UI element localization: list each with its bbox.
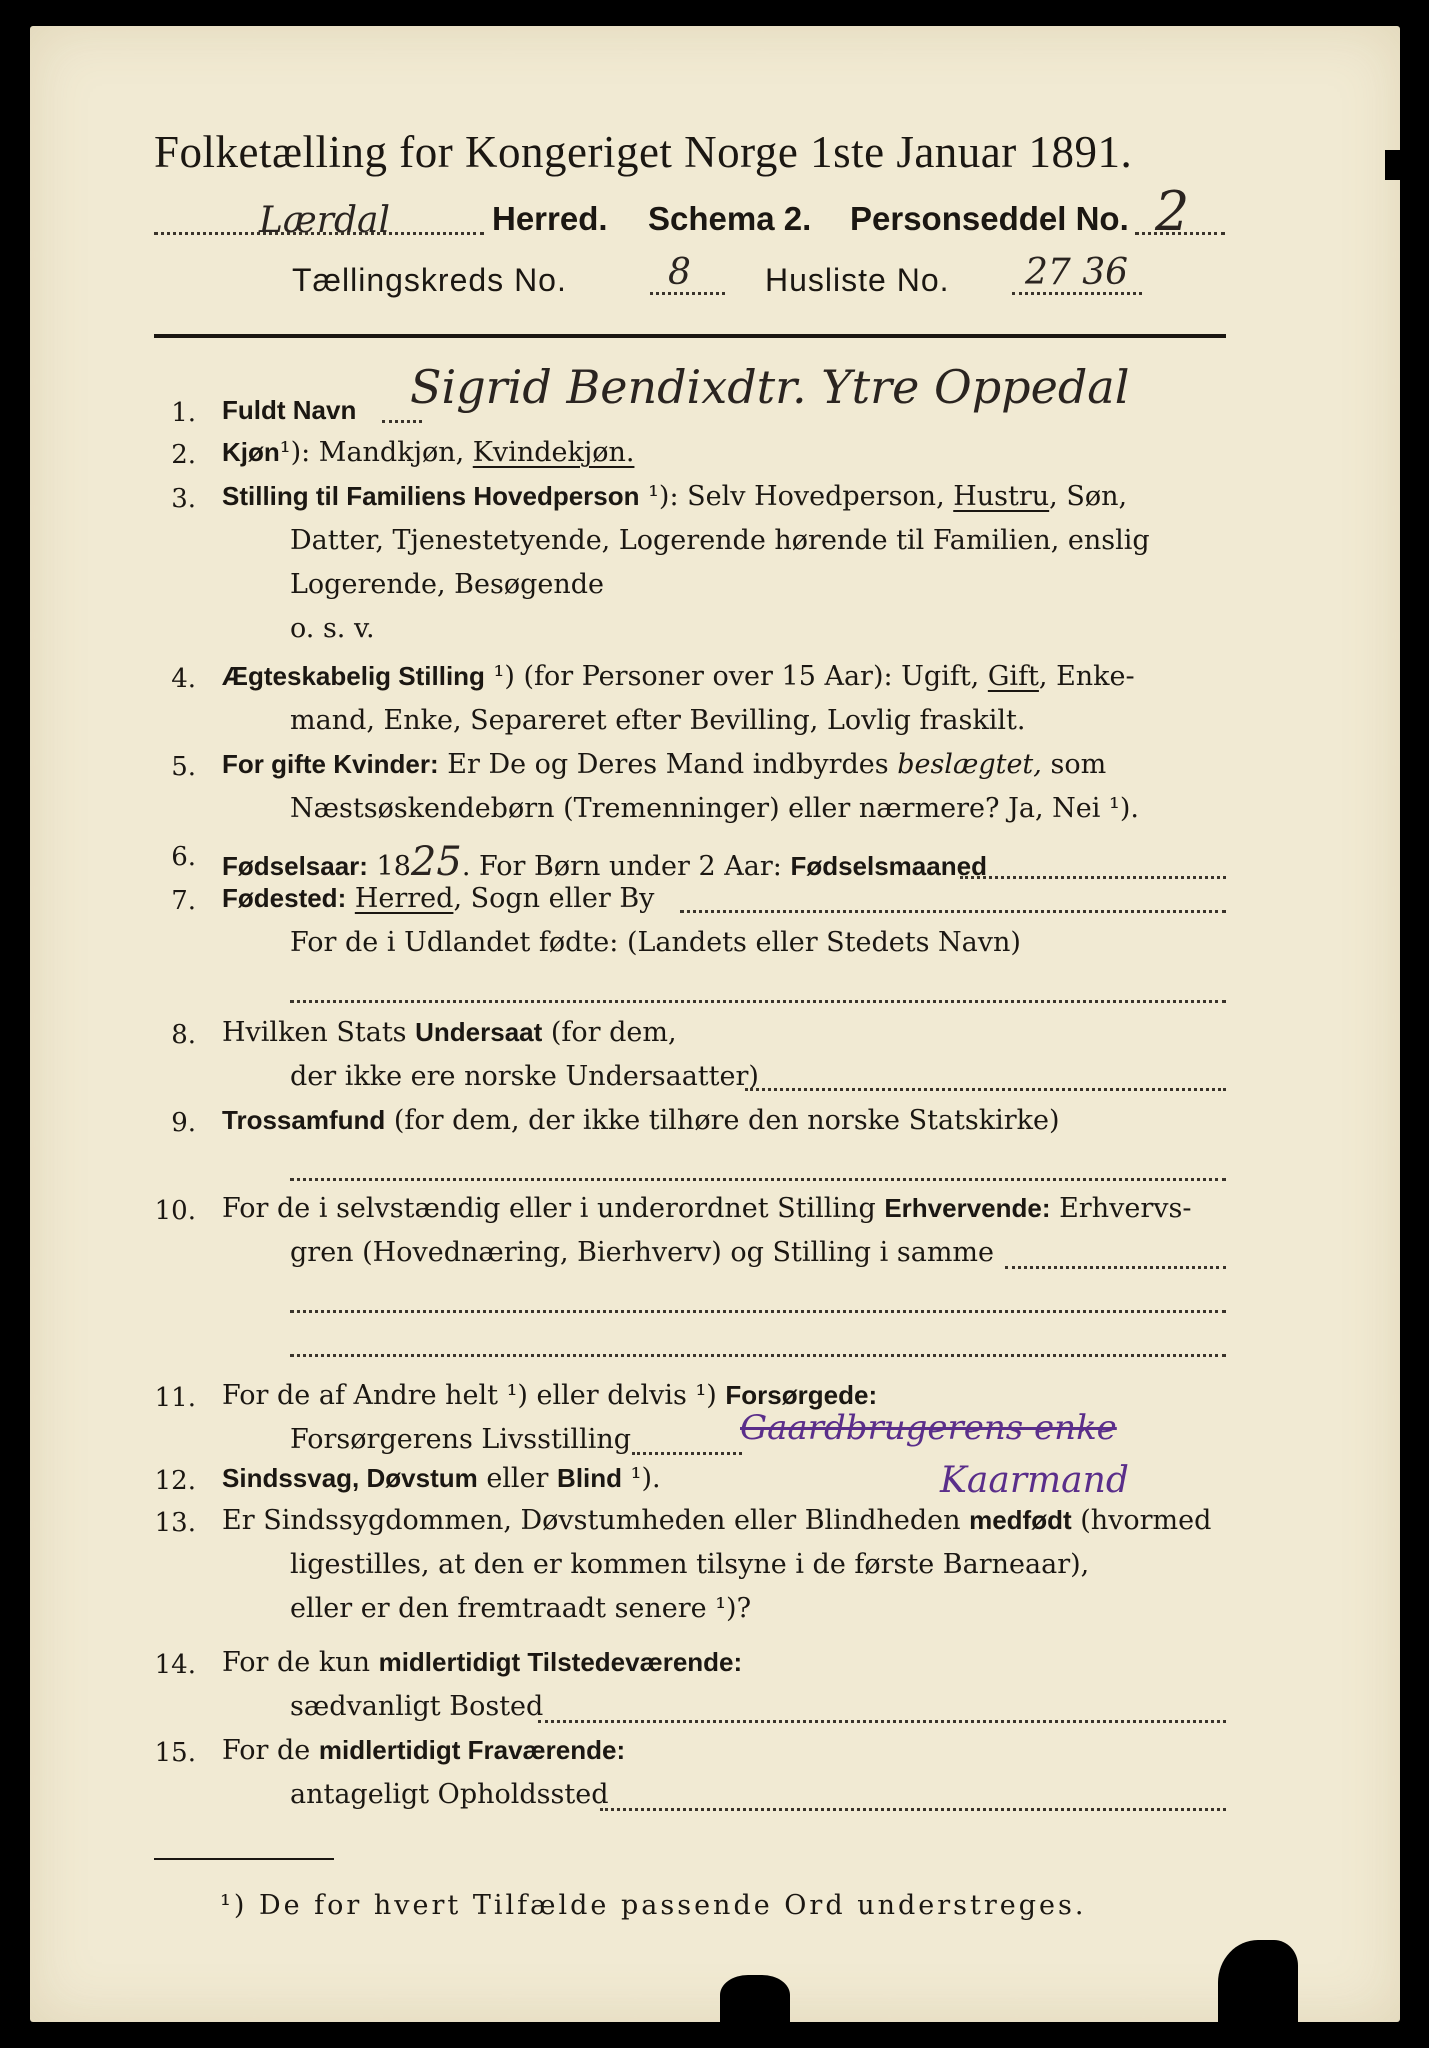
item-text: Undersaat xyxy=(415,1017,543,1047)
item-text: For Børn under 2 Aar: xyxy=(478,851,791,882)
herred-dots xyxy=(154,232,484,235)
item-text: Hustru xyxy=(953,481,1050,512)
birth-year-handwritten: 25 xyxy=(410,839,462,885)
item-text: Fødselsmaaned xyxy=(790,851,987,881)
item-text: . xyxy=(461,851,479,882)
item-number: 2. xyxy=(171,440,196,470)
item-text: Sindssvag, Døvstum xyxy=(222,1463,478,1493)
item-text: Er Sindssygdommen, Døvstumheden eller Blindheden xyxy=(222,1505,970,1536)
item-number: 11. xyxy=(154,1383,196,1413)
item-number: 1. xyxy=(171,398,196,428)
husliste-label: Husliste No. xyxy=(765,262,950,298)
item-text: Fødested: xyxy=(222,883,347,913)
fill-in-dots xyxy=(632,1452,742,1455)
item-line xyxy=(222,1735,1226,1766)
item-line xyxy=(222,661,1226,692)
kaarmand-handwritten: Kaarmand xyxy=(940,1460,1129,1501)
husliste-dots xyxy=(1012,292,1142,295)
item-text: Herred xyxy=(354,883,454,914)
herred-handwritten: Lærdal xyxy=(259,200,390,241)
fill-in-dots xyxy=(1005,1266,1226,1269)
item-text: Hvilken Stats xyxy=(222,1017,416,1048)
torn-edge xyxy=(1218,1940,1298,2025)
item-text: Stilling til Familiens Hovedperson xyxy=(222,481,640,511)
full-name-handwritten: Sigrid Bendixdtr. Ytre Oppedal xyxy=(410,360,1130,414)
item-text: Kvindekjøn. xyxy=(472,437,635,468)
item-continuation: ligestilles, at den er kommen tilsyne i de første Barneaar), xyxy=(290,1549,1090,1580)
item-number: 15. xyxy=(154,1738,196,1768)
footnote-rule xyxy=(154,1858,334,1860)
item-line xyxy=(222,1017,1226,1048)
item-number: 8. xyxy=(171,1020,196,1050)
item-line xyxy=(222,1505,1226,1536)
personseddel-handwritten: 2 xyxy=(1155,180,1190,243)
item-line xyxy=(222,481,1226,512)
provider-occupation-handwritten: Gaardbrugerens enke xyxy=(740,1408,1117,1448)
item-text: ¹): Mandkjøn, xyxy=(279,437,473,468)
fill-in-dots xyxy=(382,420,422,423)
item-number: 12. xyxy=(154,1466,196,1496)
item-continuation: eller er den fremtraadt senere ¹)? xyxy=(290,1593,752,1624)
item-continuation: Logerende, Besøgende xyxy=(290,569,604,600)
item-text: Ægteskabelig Stilling xyxy=(222,661,485,691)
kreds-handwritten: 8 xyxy=(668,252,691,293)
item-text: (hvormed xyxy=(1071,1505,1212,1536)
fill-in-dots xyxy=(290,1000,1226,1003)
item-continuation: gren (Hovednæring, Bierhverv) og Stilling i samme xyxy=(290,1237,995,1268)
item-text: ¹): Selv Hovedperson, xyxy=(639,481,954,512)
item-text: Fødselsaar: xyxy=(222,851,368,881)
item-text: ¹) (for Personer over 15 Aar): Ugift, xyxy=(484,661,988,692)
personseddel-label: Personseddel No. xyxy=(850,200,1129,237)
item-text: Kjøn xyxy=(222,437,280,467)
fill-in-dots xyxy=(290,1310,1226,1313)
item-text: som xyxy=(1041,749,1107,780)
item-continuation: mand, Enke, Separeret efter Bevilling, Lovlig fraskilt. xyxy=(290,705,1026,736)
item-text: Trossamfund xyxy=(222,1105,386,1135)
item-text: 18 xyxy=(367,851,411,882)
item-text: Forsørgede: xyxy=(725,1380,878,1410)
item-text: For de i selvstændig eller i underordnet Stilling xyxy=(222,1193,885,1224)
item-continuation: For de i Udlandet fødte: (Landets eller Stedets Navn) xyxy=(290,927,1021,958)
item-text: midlertidigt Tilstedeværende: xyxy=(378,1647,743,1677)
item-continuation: Forsørgerens Livsstilling xyxy=(290,1424,632,1455)
header-rule xyxy=(154,334,1226,338)
kreds-dots xyxy=(650,292,725,295)
herred-label: Herred. xyxy=(492,200,608,237)
item-text: (for dem, xyxy=(542,1017,677,1048)
husliste-handwritten: 27 36 xyxy=(1025,252,1129,293)
item-line xyxy=(222,1463,1226,1494)
fill-in-dots xyxy=(538,1720,1226,1723)
item-text: Erhvervs- xyxy=(1050,1193,1192,1224)
item-text: , Sogn eller By xyxy=(453,883,655,914)
item-line xyxy=(222,437,1226,468)
item-line xyxy=(222,749,1226,780)
item-number: 9. xyxy=(171,1108,196,1138)
item-text: For de af Andre helt ¹) eller delvis ¹) xyxy=(222,1380,726,1411)
item-text: (for dem, der ikke tilhøre den norske Statskirke) xyxy=(385,1105,1060,1136)
item-text: For de xyxy=(222,1735,319,1766)
item-text: Erhvervende: xyxy=(884,1193,1051,1223)
item-continuation: Datter, Tjenestetyende, Logerende hørende til Familien, enslig xyxy=(290,525,1150,556)
item-line xyxy=(222,1380,1226,1411)
kreds-label: Tællingskreds No. xyxy=(292,262,567,298)
item-text xyxy=(346,883,355,914)
fill-in-dots xyxy=(600,1808,1226,1811)
item-number: 14. xyxy=(154,1650,196,1680)
personseddel-dots xyxy=(1135,232,1225,235)
item-line xyxy=(222,1647,1226,1678)
item-text: medfødt xyxy=(969,1505,1072,1535)
form-title: Folketælling for Kongeriget Norge 1ste Januar 1891. xyxy=(154,127,1133,177)
schema-label: Schema 2. xyxy=(648,200,812,237)
footnote: ¹) De for hvert Tilfælde passende Ord understreges. xyxy=(220,1890,1087,1921)
item-number: 3. xyxy=(171,484,196,514)
item-line xyxy=(222,1105,1226,1136)
item-text: Fuldt Navn xyxy=(222,395,357,425)
item-text: beslægtet, xyxy=(897,749,1042,780)
item-number: 7. xyxy=(171,886,196,916)
fill-in-dots xyxy=(680,910,1226,913)
item-text: Er De og Deres Mand indbyrdes xyxy=(438,749,898,780)
item-continuation: o. s. v. xyxy=(290,613,375,644)
fill-in-dots xyxy=(290,1178,1226,1181)
item-text: , Søn, xyxy=(1049,481,1128,512)
item-continuation: der ikke ere norske Undersaatter) xyxy=(290,1061,759,1092)
item-text: Gift xyxy=(987,661,1039,692)
item-text: midlertidigt Fraværende: xyxy=(318,1735,626,1765)
item-text: ¹). xyxy=(622,1463,661,1494)
item-number: 6. xyxy=(171,842,196,872)
fill-in-dots xyxy=(290,1354,1226,1357)
item-text: Blind xyxy=(557,1463,623,1493)
fill-in-dots xyxy=(960,876,1226,879)
item-continuation: Næstsøskendebørn (Tremenninger) eller nærmere? Ja, Nei ¹). xyxy=(290,793,1139,824)
torn-edge xyxy=(1385,150,1405,180)
item-text: eller xyxy=(477,1463,558,1494)
item-text: For gifte Kvinder: xyxy=(222,749,439,779)
torn-edge xyxy=(720,1975,790,2025)
item-number: 13. xyxy=(154,1508,196,1538)
item-text: For de kun xyxy=(222,1647,379,1678)
item-text: , Enke- xyxy=(1038,661,1135,692)
item-continuation: antageligt Opholdssted xyxy=(290,1779,609,1810)
item-number: 4. xyxy=(171,664,196,694)
item-continuation: sædvanligt Bosted xyxy=(290,1691,544,1722)
fill-in-dots xyxy=(745,1088,1226,1091)
item-number: 5. xyxy=(171,752,196,782)
item-line xyxy=(222,1193,1226,1224)
item-number: 10. xyxy=(154,1196,196,1226)
